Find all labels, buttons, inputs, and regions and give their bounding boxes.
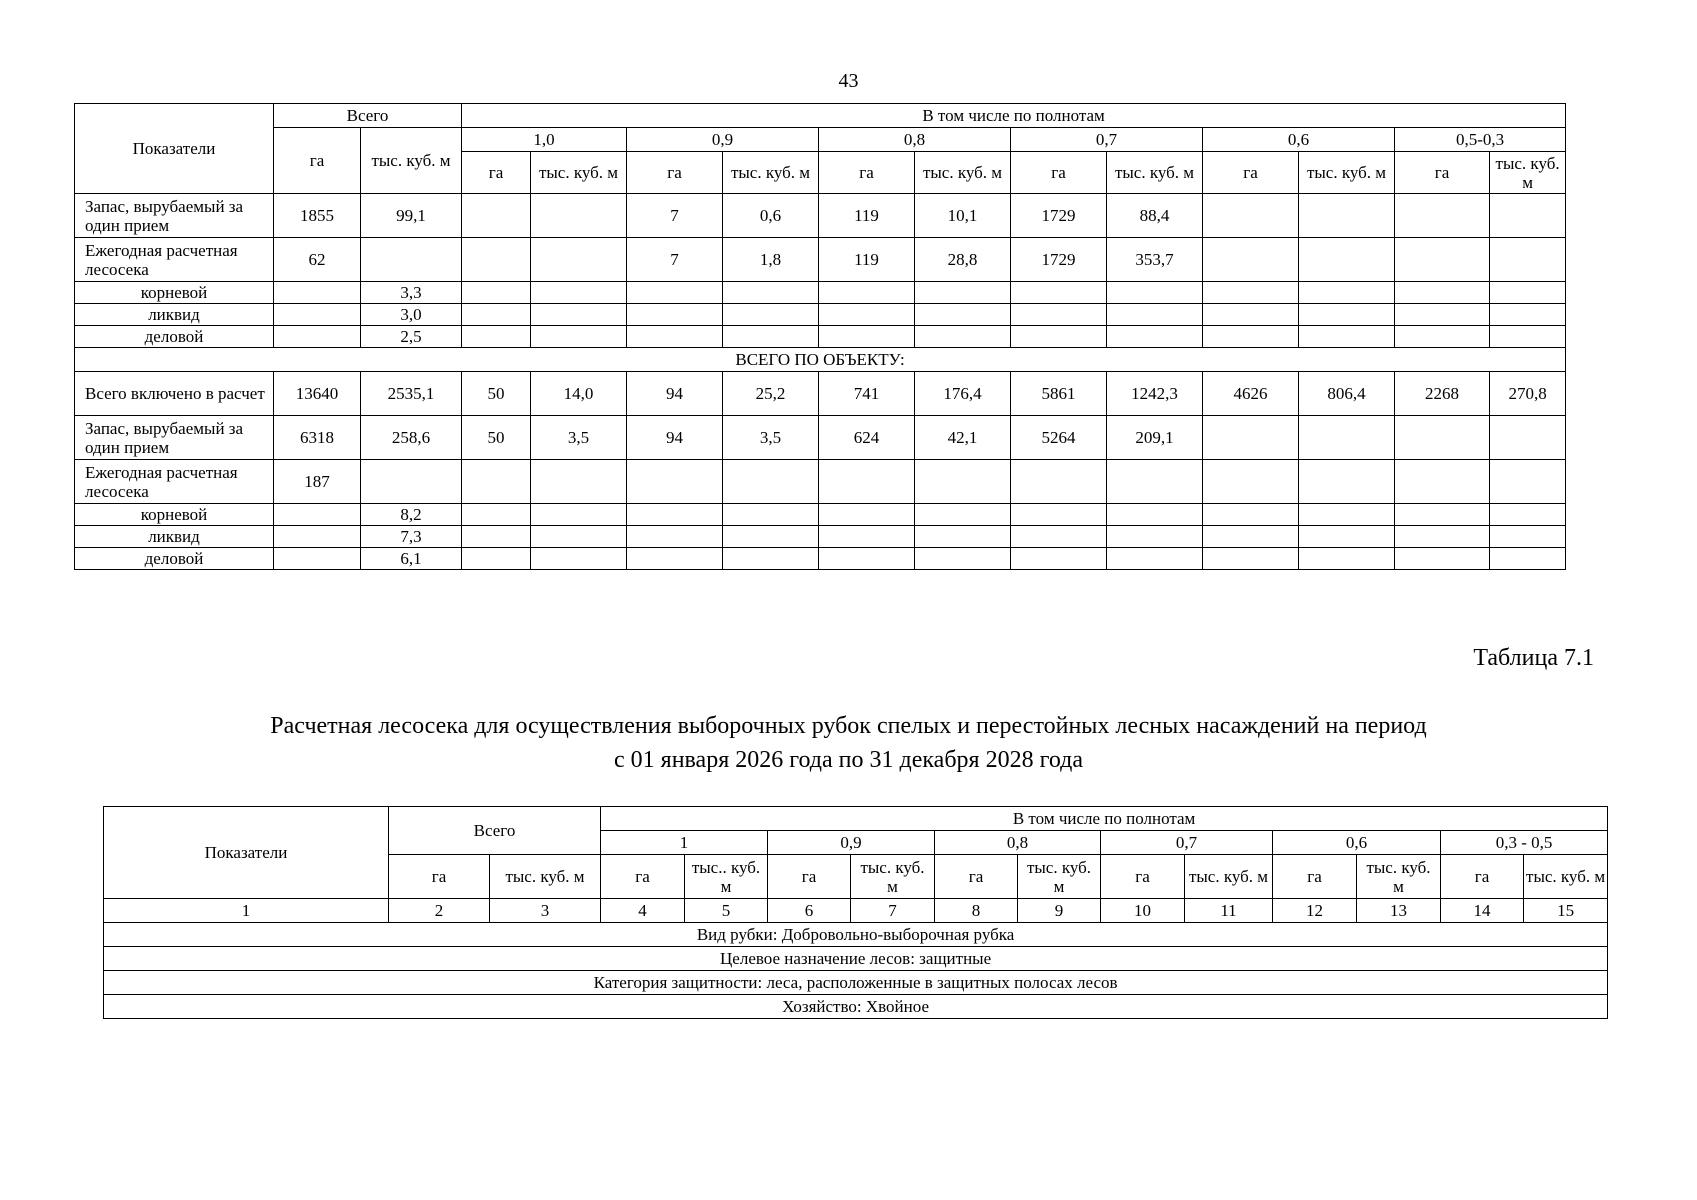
table-cell: 3,0: [361, 304, 462, 326]
table-cell: 7: [627, 194, 723, 238]
t2-unit-volume: тыс. куб. м: [1185, 855, 1273, 899]
table-cell: 2535,1: [361, 372, 462, 416]
table-cell: [915, 282, 1011, 304]
row-label: ликвид: [75, 526, 274, 548]
felling-table: [103, 806, 1608, 1019]
table-cell: [1299, 548, 1395, 570]
row-label: деловой: [75, 548, 274, 570]
table-cell: [1395, 238, 1490, 282]
table-cell: [915, 504, 1011, 526]
table-cell: [1107, 526, 1203, 548]
column-number: 12: [1273, 899, 1357, 923]
page-number: 43: [838, 70, 859, 92]
column-number: 15: [1524, 899, 1608, 923]
table-cell: [819, 326, 915, 348]
table-cell: 806,4: [1299, 372, 1395, 416]
table-cell: [274, 326, 361, 348]
table-cell: [627, 504, 723, 526]
table-row: [75, 372, 1566, 416]
table-cell: [915, 526, 1011, 548]
table-row: [75, 326, 1566, 348]
table-cell: 1729: [1011, 194, 1107, 238]
table-cell: 13640: [274, 372, 361, 416]
table-cell: [915, 548, 1011, 570]
row-label: деловой: [75, 326, 274, 348]
table-cell: [1011, 548, 1107, 570]
table-cell: [819, 460, 915, 504]
t2-unit-volume: тыс.. куб. м: [685, 855, 768, 899]
density-header: 0,6: [1203, 128, 1395, 152]
table-cell: [627, 526, 723, 548]
column-number: 2: [389, 899, 490, 923]
table-cell: [1299, 526, 1395, 548]
row-label: корневой: [75, 282, 274, 304]
table-cell: [531, 238, 627, 282]
table-cell: 176,4: [915, 372, 1011, 416]
table-cell: [1490, 194, 1566, 238]
table-cell: 624: [819, 416, 915, 460]
table-cell: [627, 282, 723, 304]
table-cell: [1490, 238, 1566, 282]
table-cell: [627, 548, 723, 570]
table-row: [75, 526, 1566, 548]
t2-density-header: 0,6: [1273, 831, 1441, 855]
header-total-volume: тыс. куб. м: [361, 128, 462, 194]
table-cell: [1490, 548, 1566, 570]
header-total-ha: га: [274, 128, 361, 194]
table-cell: [1395, 282, 1490, 304]
table-cell: [1107, 304, 1203, 326]
unit-volume: тыс. куб. м: [723, 152, 819, 194]
table-cell: 6318: [274, 416, 361, 460]
section-title: Целевое назначение лесов: защитные: [104, 947, 1608, 971]
table-cell: 94: [627, 416, 723, 460]
section-row: [104, 971, 1608, 995]
unit-ha: га: [627, 152, 723, 194]
table-cell: [1490, 326, 1566, 348]
t2-unit-ha: га: [935, 855, 1018, 899]
table-cell: 3,5: [531, 416, 627, 460]
table-cell: [462, 548, 531, 570]
t2-unit-volume: тыс. куб. м: [1524, 855, 1608, 899]
table-row: [75, 460, 1566, 504]
unit-volume: тыс. куб. м: [1299, 152, 1395, 194]
unit-volume: тыс. куб. м: [531, 152, 627, 194]
table-cell: 7,3: [361, 526, 462, 548]
table-cell: [1490, 304, 1566, 326]
table-row: [75, 282, 1566, 304]
unit-ha: га: [462, 152, 531, 194]
t2-density-header: 0,7: [1101, 831, 1273, 855]
row-label: корневой: [75, 504, 274, 526]
row-label: Запас, вырубаемый за один прием: [75, 194, 274, 238]
table-cell: 3,3: [361, 282, 462, 304]
t2-density-header: 1: [601, 831, 768, 855]
table-cell: [1490, 504, 1566, 526]
table-cell: 62: [274, 238, 361, 282]
table-cell: 1855: [274, 194, 361, 238]
table-cell: 209,1: [1107, 416, 1203, 460]
density-header: 0,9: [627, 128, 819, 152]
table-cell: 4626: [1203, 372, 1299, 416]
table-cell: [1490, 416, 1566, 460]
section-title: Категория защитности: леса, расположенные в защитных полосах лесов: [104, 971, 1608, 995]
header-indicators: Показатели: [75, 104, 274, 194]
t2-header-total: Всего: [389, 807, 601, 855]
table-cell: [1395, 526, 1490, 548]
table-cell: [1107, 460, 1203, 504]
table-cell: 0,6: [723, 194, 819, 238]
table-cell: [1395, 548, 1490, 570]
table-cell: [462, 526, 531, 548]
table-cell: [1011, 526, 1107, 548]
table-cell: [1395, 304, 1490, 326]
table-cell: [819, 282, 915, 304]
column-number: 14: [1441, 899, 1524, 923]
density-header: 1,0: [462, 128, 627, 152]
section-row: [104, 923, 1608, 947]
table-cell: 187: [274, 460, 361, 504]
table-cell: 88,4: [1107, 194, 1203, 238]
stock-table: [74, 103, 1566, 570]
table-cell: 94: [627, 372, 723, 416]
table-cell: [723, 282, 819, 304]
column-number: 3: [490, 899, 601, 923]
table-cell: [1299, 326, 1395, 348]
table-row: [75, 194, 1566, 238]
table-cell: [1011, 282, 1107, 304]
table-cell: [723, 326, 819, 348]
table-cell: [1011, 460, 1107, 504]
unit-ha: га: [819, 152, 915, 194]
table-cell: [915, 460, 1011, 504]
table-cell: [1299, 194, 1395, 238]
table-cell: [723, 460, 819, 504]
unit-volume: тыс. куб. м: [1107, 152, 1203, 194]
table-cell: [274, 304, 361, 326]
table-cell: [723, 504, 819, 526]
table-cell: 5264: [1011, 416, 1107, 460]
table-cell: [1395, 326, 1490, 348]
t2-header-indicators: Показатели: [104, 807, 389, 899]
column-number: 6: [768, 899, 851, 923]
table-cell: [1203, 416, 1299, 460]
table-cell: [819, 526, 915, 548]
table-cell: [531, 526, 627, 548]
table-cell: [1299, 238, 1395, 282]
table-cell: [462, 194, 531, 238]
table-cell: [1203, 548, 1299, 570]
column-number: 7: [851, 899, 935, 923]
table-cell: [819, 548, 915, 570]
table-cell: [274, 504, 361, 526]
table-row: [75, 238, 1566, 282]
table-cell: 119: [819, 238, 915, 282]
t2-unit-ha: га: [601, 855, 685, 899]
table-cell: [1011, 304, 1107, 326]
table-cell: 8,2: [361, 504, 462, 526]
table-cell: [1395, 504, 1490, 526]
table-cell: [531, 548, 627, 570]
density-header: 0,5-0,3: [1395, 128, 1566, 152]
column-number: 11: [1185, 899, 1273, 923]
table-cell: [1395, 194, 1490, 238]
table-cell: [1011, 326, 1107, 348]
section-title: Вид рубки: Добровольно-выборочная рубка: [104, 923, 1608, 947]
row-label: Ежегодная расчетная лесосека: [75, 238, 274, 282]
header-total: Всего: [274, 104, 462, 128]
table-cell: [723, 548, 819, 570]
table-cell: [723, 526, 819, 548]
table-cell: 6,1: [361, 548, 462, 570]
table-cell: 741: [819, 372, 915, 416]
table-cell: 3,5: [723, 416, 819, 460]
table-cell: [1299, 460, 1395, 504]
table-cell: [531, 194, 627, 238]
table-cell: [915, 304, 1011, 326]
table-cell: [627, 326, 723, 348]
table-cell: [1107, 548, 1203, 570]
section-title: ВСЕГО ПО ОБЪЕКТУ:: [75, 348, 1566, 372]
t2-header-by-density: В том числе по полнотам: [601, 807, 1608, 831]
table-cell: [1107, 326, 1203, 348]
table-cell: [1203, 304, 1299, 326]
unit-volume: тыс. куб. м: [915, 152, 1011, 194]
table-cell: [462, 504, 531, 526]
table-cell: [531, 282, 627, 304]
header-by-density: В том числе по полнотам: [462, 104, 1566, 128]
section-title: Хозяйство: Хвойное: [104, 995, 1608, 1019]
table-cell: 270,8: [1490, 372, 1566, 416]
table-cell: 1242,3: [1107, 372, 1203, 416]
unit-ha: га: [1395, 152, 1490, 194]
table-cell: [462, 460, 531, 504]
column-number: 10: [1101, 899, 1185, 923]
table-cell: [1299, 304, 1395, 326]
table-cell: [361, 460, 462, 504]
table-cell: [1490, 526, 1566, 548]
table-cell: 2268: [1395, 372, 1490, 416]
table-cell: [531, 304, 627, 326]
table-cell: [274, 548, 361, 570]
density-header: 0,7: [1011, 128, 1203, 152]
column-number: 4: [601, 899, 685, 923]
table-cell: [1203, 194, 1299, 238]
column-number: 9: [1018, 899, 1101, 923]
t2-header-total-ha: га: [389, 855, 490, 899]
table-cell: [1299, 282, 1395, 304]
table-cell: [462, 282, 531, 304]
row-label: Запас, вырубаемый за один прием: [75, 416, 274, 460]
table-cell: [1203, 526, 1299, 548]
section-row: [104, 995, 1608, 1019]
row-label: Всего включено в расчет: [75, 372, 274, 416]
row-label: Ежегодная расчетная лесосека: [75, 460, 274, 504]
table-cell: [1203, 238, 1299, 282]
column-number: 13: [1357, 899, 1441, 923]
table-cell: 1,8: [723, 238, 819, 282]
unit-ha: га: [1011, 152, 1107, 194]
column-number: 1: [104, 899, 389, 923]
table-cell: 7: [627, 238, 723, 282]
table-caption: Таблица 7.1: [1473, 645, 1594, 671]
density-header: 0,8: [819, 128, 1011, 152]
table-cell: [627, 460, 723, 504]
table-row: [75, 416, 1566, 460]
table-cell: [1107, 282, 1203, 304]
table-row: [75, 548, 1566, 570]
unit-ha: га: [1203, 152, 1299, 194]
t2-density-header: 0,9: [768, 831, 935, 855]
unit-volume: тыс. куб. м: [1490, 152, 1566, 194]
t2-unit-ha: га: [1101, 855, 1185, 899]
table-cell: 99,1: [361, 194, 462, 238]
table-cell: 28,8: [915, 238, 1011, 282]
table-cell: [1107, 504, 1203, 526]
table-title-line1: Расчетная лесосека для осуществления выборочных рубок спелых и перестойных лесных насаждений на период: [270, 713, 1427, 739]
table-cell: [531, 504, 627, 526]
column-number: 8: [935, 899, 1018, 923]
table-cell: [723, 304, 819, 326]
table-cell: [1395, 460, 1490, 504]
table-row: [75, 304, 1566, 326]
table-cell: [915, 326, 1011, 348]
table-cell: [1395, 416, 1490, 460]
table-title: [0, 709, 1697, 777]
table-row: [75, 504, 1566, 526]
table-cell: [462, 326, 531, 348]
table-cell: [531, 326, 627, 348]
table-cell: [1203, 326, 1299, 348]
t2-density-header: 0,8: [935, 831, 1101, 855]
t2-unit-ha: га: [768, 855, 851, 899]
section-row: [104, 947, 1608, 971]
t2-header-total-volume: тыс. куб. м: [490, 855, 601, 899]
table-cell: 42,1: [915, 416, 1011, 460]
table-cell: [274, 282, 361, 304]
table-cell: [819, 504, 915, 526]
table-cell: [627, 304, 723, 326]
section-row: [75, 348, 1566, 372]
table-cell: [1203, 504, 1299, 526]
table-cell: [462, 238, 531, 282]
table-cell: [1299, 504, 1395, 526]
table-cell: 50: [462, 416, 531, 460]
t2-unit-volume: тыс. куб. м: [1018, 855, 1101, 899]
table-title-line2: с 01 января 2026 года по 31 декабря 2028 года: [614, 747, 1083, 773]
table-cell: [1203, 282, 1299, 304]
table-cell: [1490, 460, 1566, 504]
table-cell: [1299, 416, 1395, 460]
t2-density-header: 0,3 - 0,5: [1441, 831, 1608, 855]
table-cell: [462, 304, 531, 326]
table-cell: 14,0: [531, 372, 627, 416]
t2-unit-volume: тыс. куб. м: [1357, 855, 1441, 899]
table-cell: [531, 460, 627, 504]
column-number: 5: [685, 899, 768, 923]
table-cell: 25,2: [723, 372, 819, 416]
table-cell: 353,7: [1107, 238, 1203, 282]
table-cell: [361, 238, 462, 282]
table-cell: [1490, 282, 1566, 304]
table-cell: 50: [462, 372, 531, 416]
t2-unit-ha: га: [1441, 855, 1524, 899]
table-cell: [819, 304, 915, 326]
table-cell: [1203, 460, 1299, 504]
table-cell: 1729: [1011, 238, 1107, 282]
table-cell: 5861: [1011, 372, 1107, 416]
t2-unit-ha: га: [1273, 855, 1357, 899]
table-cell: 119: [819, 194, 915, 238]
table-cell: [1011, 504, 1107, 526]
table-cell: 2,5: [361, 326, 462, 348]
t2-unit-volume: тыс. куб. м: [851, 855, 935, 899]
table-cell: [274, 526, 361, 548]
row-label: ликвид: [75, 304, 274, 326]
table-cell: 10,1: [915, 194, 1011, 238]
table-cell: 258,6: [361, 416, 462, 460]
